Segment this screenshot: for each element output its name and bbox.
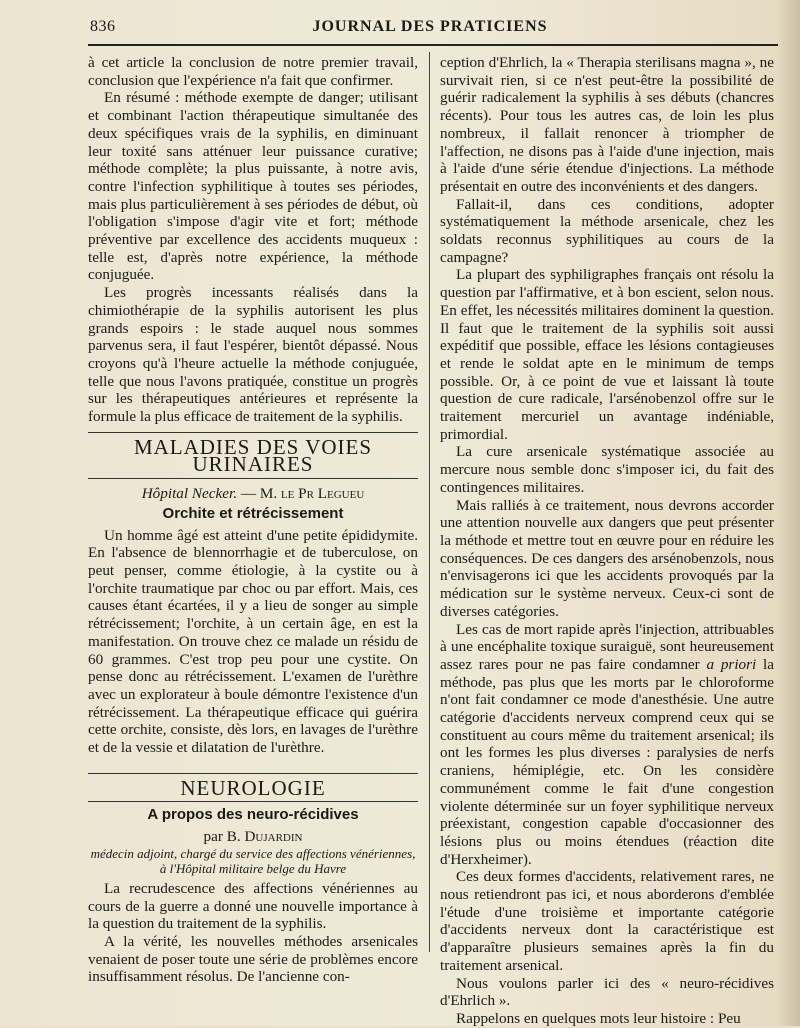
right-column bbox=[440, 54, 774, 1028]
header-rule bbox=[88, 44, 778, 46]
article-subtitle-orchite: Orchite et rétrécissement bbox=[162, 504, 344, 522]
paragraph: ception d'Ehrlich, la « Therapia sterilisans magna », ne survivait rien, si ce n'est peut-être la possibilité de guérir radicalement la syphilis à ses débuts (chancres récents). Pour tous les autres cas, de loin les plus nombreux, il fallait renoncer à triompher de l'affection, ne disons pas à l'aide d'une injection, mais à l'aide d'une série étendue d'injections. La méthode présentait en outre des inconvénients et des dangers. bbox=[440, 54, 774, 195]
paragraph: Rappelons en quelques mots leur histoire : Peu bbox=[456, 1009, 741, 1027]
section-rule bbox=[88, 773, 418, 774]
hospital-line bbox=[88, 485, 418, 503]
running-header bbox=[90, 18, 770, 40]
journal-title: JOURNAL DES PRATICIENS bbox=[312, 18, 548, 35]
section-title-neurology: NEUROLOGIE bbox=[180, 775, 326, 800]
paragraph: A la vérité, les nouvelles méthodes arsenicales venaient de poser toute une série de problèmes encore insuffisamment résolus. De l'ancienne con- bbox=[88, 932, 418, 986]
paragraph: La cure arsenicale systématique associée au mercure nous semble donc s'imposer ici, du fait des contingences militaires. bbox=[440, 443, 774, 496]
paragraph: Les progrès incessants réalisés dans la chimiothérapie de la syphilis autorisent les plus grands espoirs : le stade auquel nous sommes parvenus sera, il faut l'espérer, bientôt dépassé. Nous croyons qu'à l'heure actuelle la méthode conjuguée, telle que nous l'avons pratiquée, constitue un progrès sur les thérapeutiques antérieures et représente la formule la plus efficace de traitement de la syphilis. bbox=[88, 284, 418, 426]
paragraph: Un homme âgé est atteint d'une petite épididymite. En l'absence de blennorrhagie et de tuberculose, on peut penser, comme étiologie, à la cystite ou à l'orchite traumatique par choc ou par effort. Mais, ces causes étant écartées, il y a lieu de songer au simple rétrécissement; l'orchite, à un certain âge, en est la manifestation. On trouve chez ce malade un résidu de 60 grammes. C'est trop peu pour une cystite. On pense donc au rétrécissement. L'examen de l'urèthre avec un explorateur à boule démontre l'existence d'un rétrécissement. La thérapeutique efficace qui guérira cette orchite, consiste, dès lors, en lavages de l'urèthre et de la vessie et dilatation de l'urèthre. bbox=[88, 526, 418, 757]
page-number: 836 bbox=[90, 18, 116, 35]
hospital-name: Hôpital Necker. bbox=[141, 485, 238, 503]
paragraph: Nous voulons parler ici des « neuro-récidives d'Ehrlich ». bbox=[440, 974, 774, 1010]
byline: par B. Dujardin bbox=[203, 828, 303, 846]
section-rule bbox=[88, 478, 418, 479]
paragraph: à cet article la conclusion de notre premier travail, conclusion que l'expérience n'a fait que confirmer. bbox=[88, 54, 418, 89]
paragraph: Fallait-il, dans ces conditions, adopter systématiquement la méthode arsenicale, chez les soldats reconnus syphilitiques au cours de la campagne? bbox=[440, 195, 774, 266]
paragraph: La recrudescence des affections vénériennes au cours de la guerre a donné une nouvelle importance à la question du traitement de la syphilis. bbox=[88, 879, 418, 933]
paragraph: Les cas de mort rapide après l'injection, attribuables à une encéphalite toxique suraiguë, sont heureusement assez rares pour ne pas faire condamner a priori la méthode, pas plus que les morts par le chloroforme n'ont fait condamner ce mode d'anesthésie. Une autre catégorie d'accidents nerveux comprend ceux qui se constituent au cours même du traitement arsenical; ils ont les formes les plus diverses : paralysies de nerfs craniens, hémiplégie, etc. On les considère communément comme le fait d'une congestion violente déterminée sur un foyer syphilitique nerveux préexistant, congestion capable d'occasionner des lésions plus ou moins étendues (réaction dite d'Herxheimer). bbox=[440, 620, 774, 868]
hospital-sep: — M. le Pr bbox=[237, 485, 318, 503]
left-column bbox=[88, 54, 418, 986]
section-rule bbox=[88, 801, 418, 802]
author-name: Dujardin bbox=[244, 828, 303, 846]
paragraph: Mais ralliés à ce traitement, nous devrons accorder une attention nouvelle aux dangers que peut présenter la méthode et mettre tout en œuvre pour en réduire les conséquences. De ces dangers des arsénobenzols, nous n'envisagerons ici que les accidents provoqués par la médication sur le système nerveux. Ceux-ci sont de diverses catégories. bbox=[440, 496, 774, 620]
section-title-urinary: MALADIES DES VOIES URINAIRES bbox=[133, 434, 373, 477]
article-subtitle-neuro: A propos des neuro-récidives bbox=[147, 806, 359, 824]
author-affiliation: médecin adjoint, chargé du service des affections vénériennes, à l'Hôpital militaire belge du Havre bbox=[90, 845, 416, 876]
section-rule bbox=[88, 432, 418, 433]
paragraph: Ces deux formes d'accidents, relativement rares, ne nous retiendront pas ici, et nous aborderons d'emblée l'étude d'une troisième et importante catégorie d'accidents nerveux dont la caractéristique est d'apparaître plusieurs semaines après la fin du traitement arsenical. bbox=[440, 868, 774, 974]
paragraph: La plupart des syphiligraphes français ont résolu la question par l'affirmative, et à bon escient, selon nous. En effet, les nécessités militaires dominent la question. Il faut que le traitement de la syphilis soit aussi expéditif que possible, efface les lésions contagieuses et rende le soldat apte en le minimum de temps possible. Or, à ce point de vue et laissant là toute question de cure radicale, l'arsénobenzol offre sur le traitement mercuriel un avantage indéniable, primordial. bbox=[440, 266, 774, 443]
column-divider bbox=[429, 52, 430, 952]
paragraph: En résumé : méthode exempte de danger; utilisant et combinant l'action thérapeutique simultanée des deux spécifiques vrais de la syphilis, en diminuant leur toxité sans atténuer leur puissance curative; méthode complète; la plus puissante, à notre avis, contre l'infection syphilitique à toutes ses périodes, mais plus particulièrement à ses périodes de début, où l'obligation s'impose d'agir vite et fort; méthode préventive par excellence des accidents muqueux : telle est, d'après notre expérience, la méthode conjuguée. bbox=[88, 89, 418, 284]
professor-name: Legueu bbox=[317, 485, 365, 503]
